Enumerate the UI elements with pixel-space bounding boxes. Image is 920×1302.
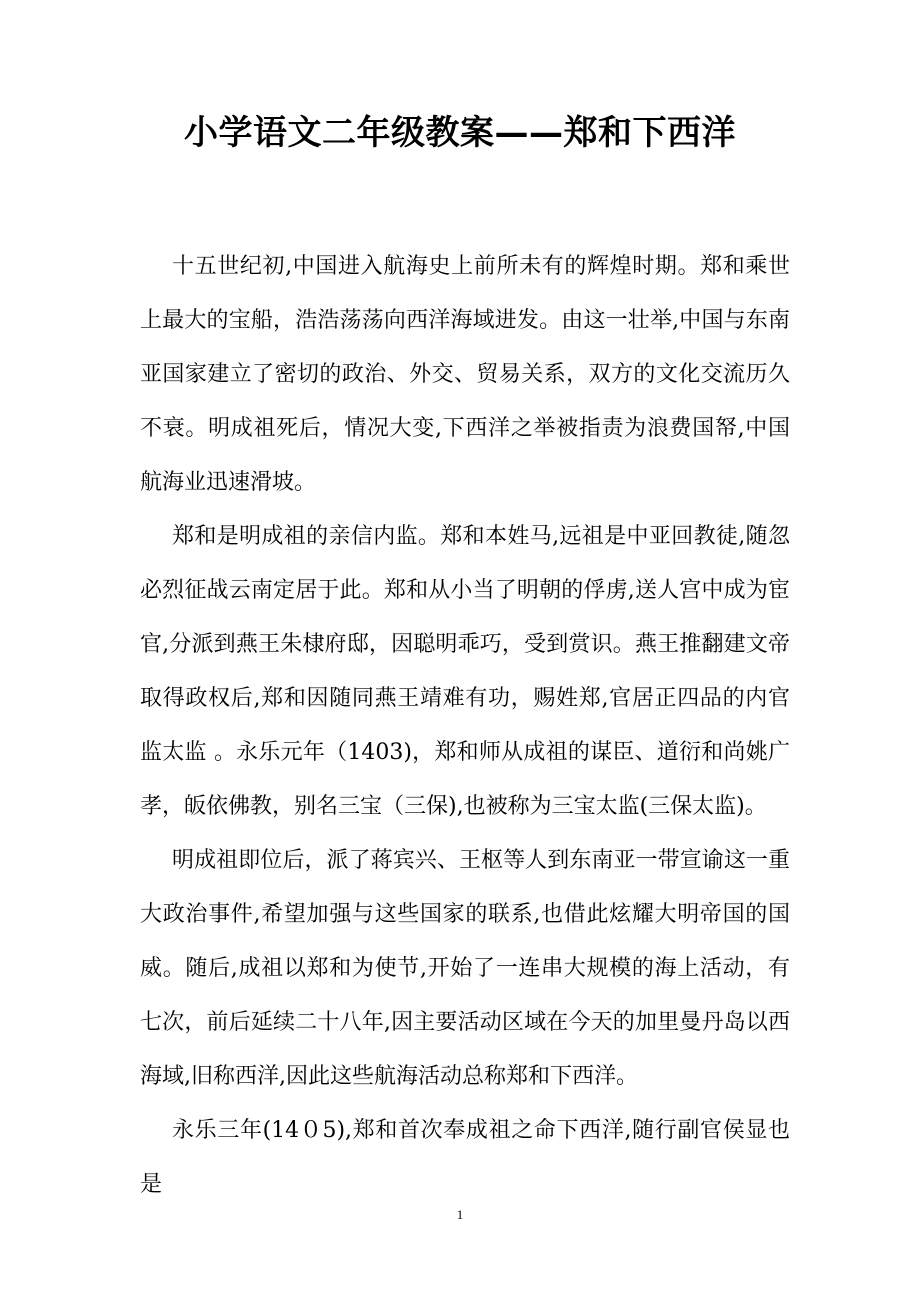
page-number: 1: [456, 1207, 464, 1222]
paragraph-1: 十五世纪初,中国进入航海史上前所未有的辉煌时期。郑和乘世上最大的宝船，浩浩荡荡向西洋海域进发。由这一壮举,中国与东南亚国家建立了密切的政治、外交、贸易关系，双方的文化交流历久不衰。明成祖死后，情况大变,下西洋之举被指责为浪费国帑,中国航海业迅速滑坡。: [140, 254, 790, 495]
document-title: 小学语文二年级教案——郑和下西洋: [184, 113, 736, 153]
paragraph-3: 明成祖即位后，派了蒋宾兴、王枢等人到东南亚一带宣谕这一重大政治事件,希望加强与这些国家的联系,也借此炫耀大明帝国的国威。随后,成祖以郑和为使节,开始了一连串大规模的海上活动，有七次，前后延续二十八年,因主要活动区域在今天的加里曼丹岛以西海域,旧称西洋,因此这些航海活动总称郑和下西洋。: [140, 848, 790, 1089]
paragraph-2: 郑和是明成祖的亲信内监。郑和本姓马,远祖是中亚回教徒,随忽必烈征战云南定居于此。郑和从小当了明朝的俘虏,送人宫中成为宦官,分派到燕王朱棣府邸，因聪明乖巧，受到赏识。燕王推翻建文帝取得政权后,郑和因随同燕王靖难有功，赐姓郑,官居正四品的内官监太监 。永乐元年（1403)，郑和师从成祖的谋臣、道衍和尚姚广孝，皈依佛教，别名三宝（三保),也被称为三宝太监(三保太监)。: [140, 524, 790, 819]
paragraph-4: 永乐三年(14０5),郑和首次奉成祖之命下西洋,随行副官侯显也是: [140, 1118, 790, 1197]
document-body: [140, 240, 790, 1212]
